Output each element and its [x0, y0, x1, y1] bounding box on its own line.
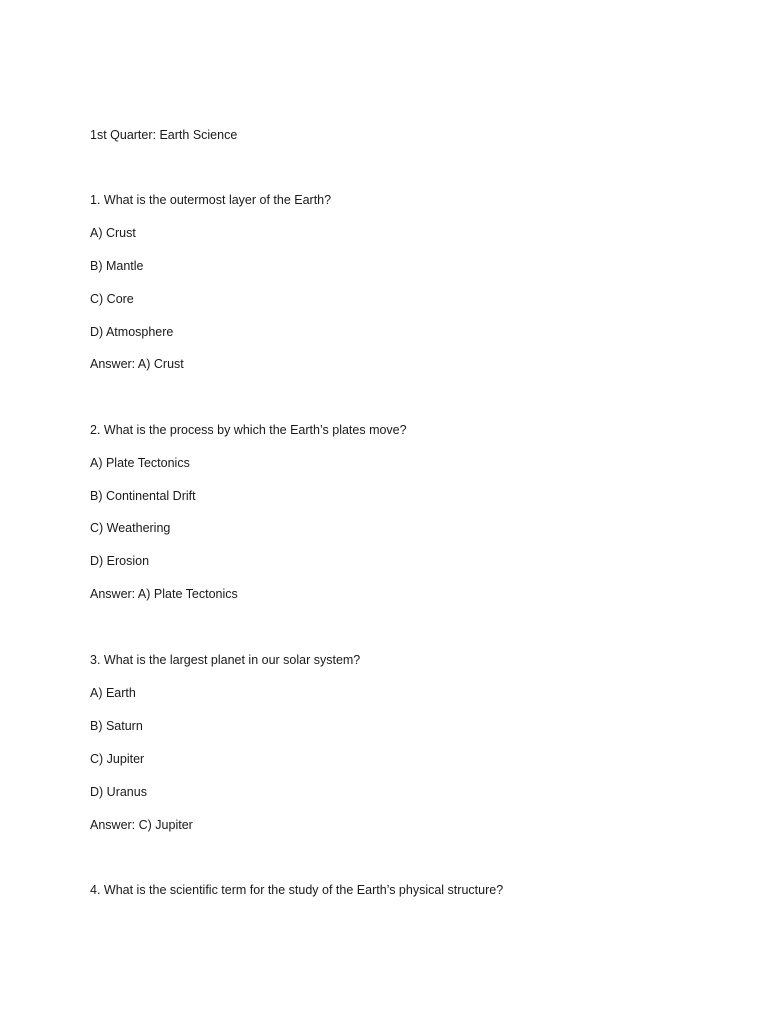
question-1-option-c: C) Core [90, 292, 134, 306]
question-2-option-a: A) Plate Tectonics [90, 456, 190, 470]
question-3-option-b: B) Saturn [90, 719, 143, 733]
question-3-option-c: C) Jupiter [90, 752, 145, 766]
question-3-prompt: 3. What is the largest planet in our solar system? [90, 653, 361, 667]
question-2-option-b: B) Continental Drift [90, 489, 196, 503]
document-heading: 1st Quarter: Earth Science [90, 128, 238, 142]
question-4-prompt: 4. What is the scientific term for the study of the Earth’s physical structure? [90, 883, 504, 897]
question-2-option-c: C) Weathering [90, 521, 171, 535]
question-2-answer: Answer: A) Plate Tectonics [90, 587, 238, 601]
question-1-option-d: D) Atmosphere [90, 325, 174, 339]
question-1-option-b: B) Mantle [90, 259, 144, 273]
question-3-answer: Answer: C) Jupiter [90, 818, 193, 832]
question-3-option-a: A) Earth [90, 686, 136, 700]
question-3-option-d: D) Uranus [90, 785, 147, 799]
question-2-prompt: 2. What is the process by which the Earth’s plates move? [90, 423, 407, 437]
question-1-option-a: A) Crust [90, 226, 136, 240]
question-2-option-d: D) Erosion [90, 554, 150, 568]
question-1-answer: Answer: A) Crust [90, 357, 184, 371]
question-1-prompt: 1. What is the outermost layer of the Earth? [90, 193, 332, 207]
